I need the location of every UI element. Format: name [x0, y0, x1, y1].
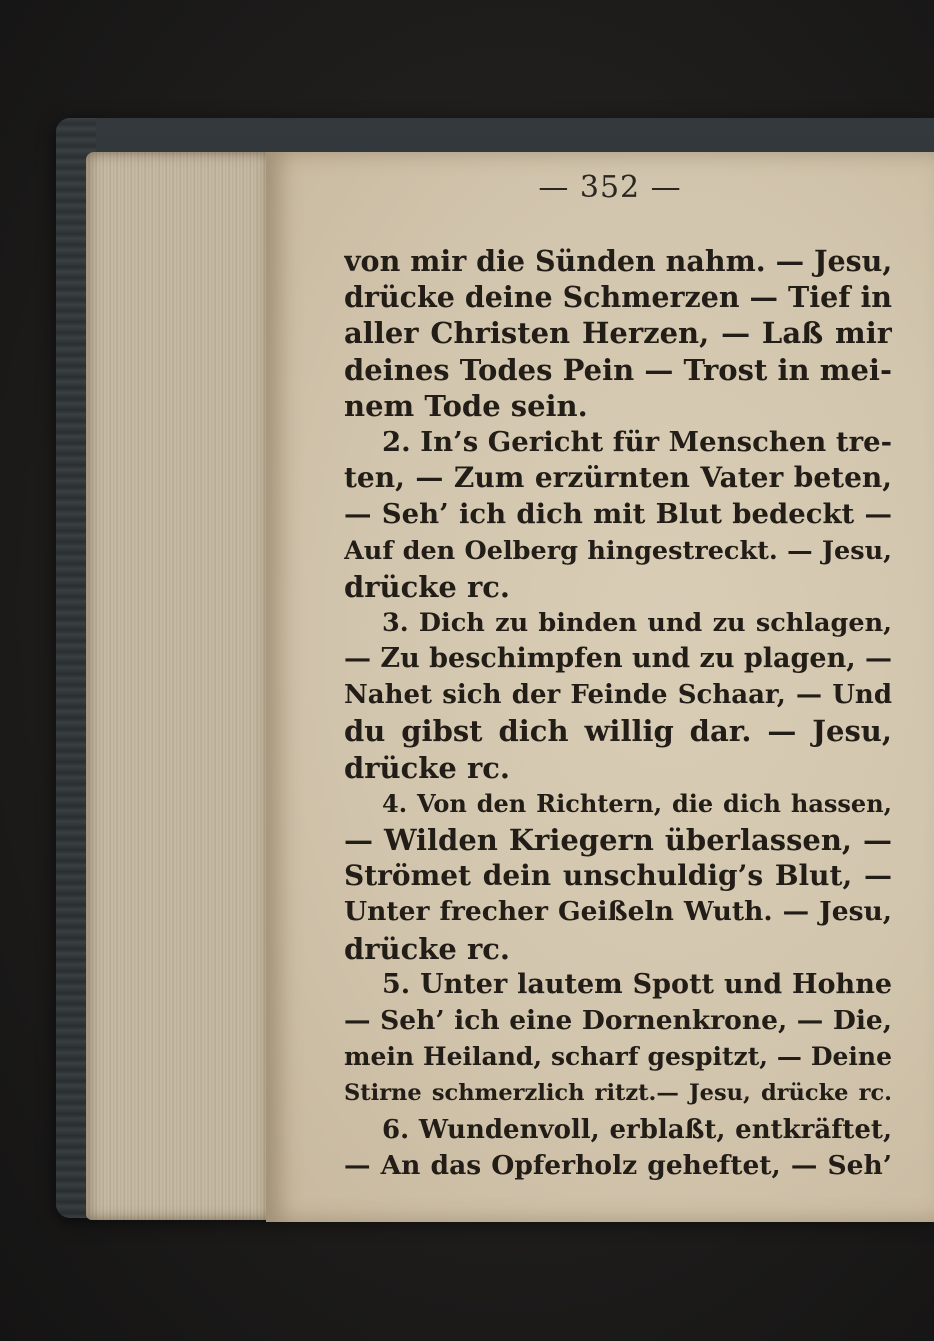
text-line: — Wilden Kriegern überlassen, —: [344, 823, 892, 857]
text-line: Nahet sich der Feinde Schaar, — Und: [344, 680, 892, 711]
text-line: von mir die Sünden nahm. — Jesu,: [344, 244, 892, 278]
text-line: — An das Opferholz geheftet, — Seh’: [344, 1149, 892, 1181]
text-line: Stirne schmerzlich ritzt.— Jesu, drücke rc.: [344, 1080, 892, 1107]
text-line: Auf den Oelberg hingestreckt. — Jesu,: [344, 535, 892, 566]
hymn-text: [344, 243, 892, 1184]
text-line: — Zu beschimpfen und zu plagen, —: [344, 643, 892, 675]
text-line: 6. Wundenvoll, erblaßt, entkräftet,: [382, 1114, 892, 1145]
text-line: nem Tode sein.: [344, 388, 588, 423]
text-line: drücke deine Schmerzen — Tief in: [344, 280, 892, 315]
text-line: ten, — Zum erzürnten Vater beten,: [344, 461, 892, 495]
text-line: deines Todes Pein — Trost in mei-: [344, 352, 892, 387]
text-line: du gibst dich willig dar. — Jesu,: [344, 714, 892, 749]
text-line: drücke rc.: [344, 750, 510, 785]
text-line: Strömet dein unschuldig’s Blut, —: [344, 859, 892, 893]
text-line: 3. Dich zu binden und zu schlagen,: [382, 607, 892, 638]
text-line: 2. In’s Gericht für Menschen tre-: [382, 425, 892, 458]
text-line: drücke rc.: [344, 931, 510, 966]
text-line: mein Heiland, scharf gespitzt, — Deine: [344, 1042, 892, 1072]
text-line: — Seh’ ich eine Dornenkrone, — Die,: [344, 1004, 892, 1036]
text-line: 4. Von den Richtern, die dich hassen,: [382, 788, 892, 818]
text-line: 5. Unter lautem Spott und Hohne: [382, 968, 892, 1000]
page-number: — 352 —: [538, 170, 682, 205]
text-line: — Seh’ ich dich mit Blut bedeckt —: [344, 498, 892, 531]
text-line: drücke rc.: [344, 569, 510, 604]
text-line: aller Christen Herzen, — Laß mir: [344, 316, 892, 351]
text-line: Unter frecher Geißeln Wuth. — Jesu,: [344, 896, 892, 928]
page-edges: [86, 152, 276, 1220]
